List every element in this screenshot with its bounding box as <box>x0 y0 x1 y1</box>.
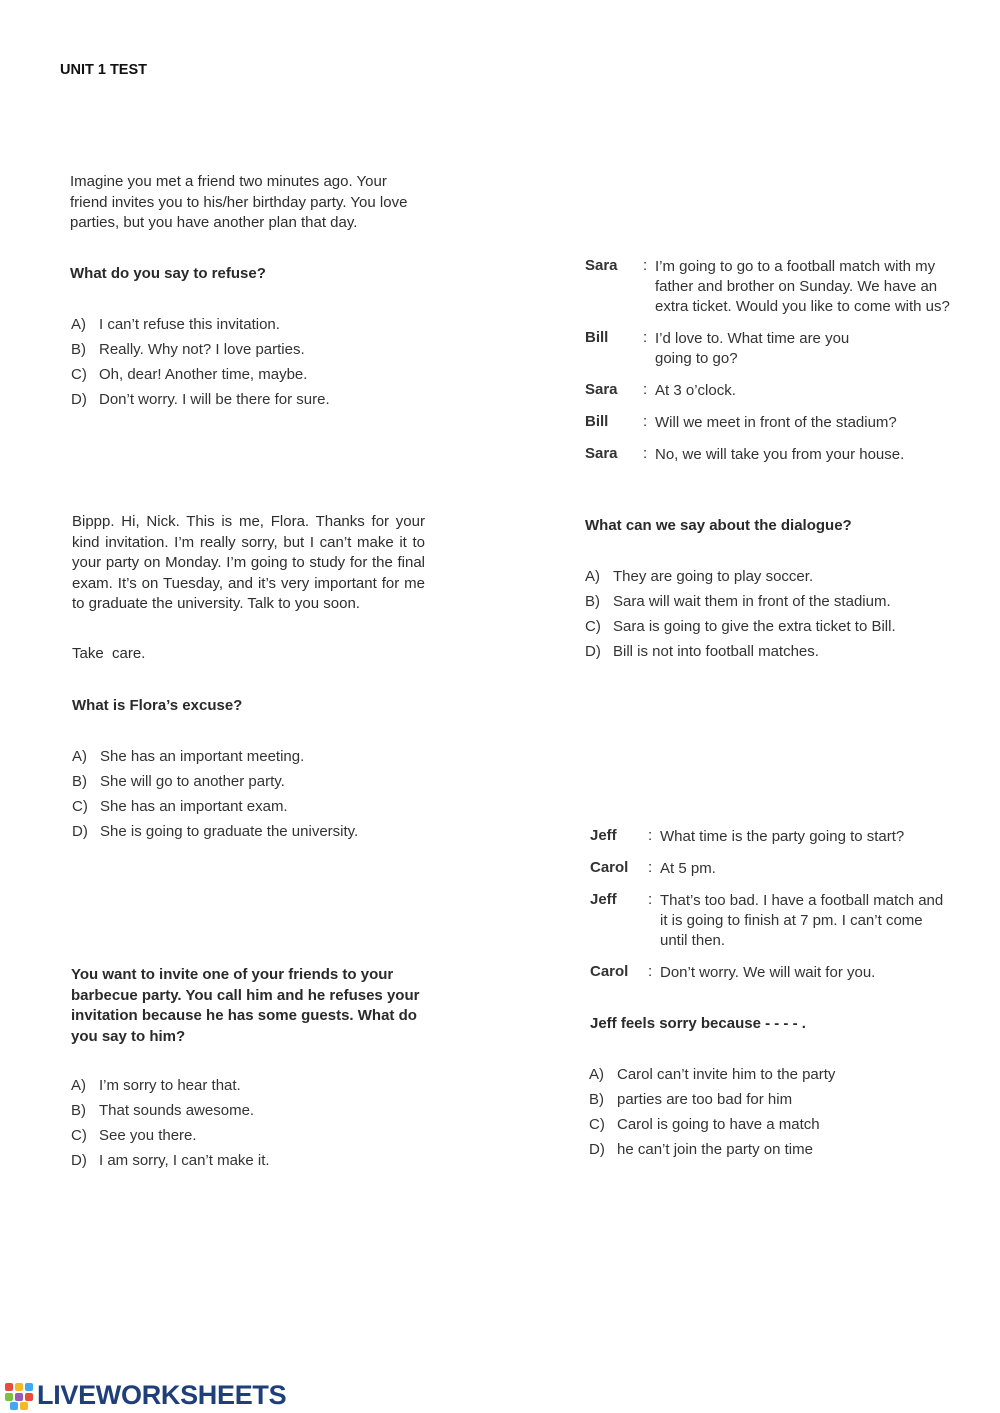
q4-options <box>585 567 896 667</box>
q3-option-d[interactable]: D) I am sorry, I can’t make it. <box>71 1152 270 1169</box>
utterance: No, we will take you from your house. <box>655 446 905 463</box>
q3-option-b[interactable]: B) That sounds awesome. <box>71 1102 255 1119</box>
dialogue-line: Bill : Will we meet in front of the stadium? <box>585 413 950 433</box>
q2-option-a[interactable]: A) She has an important meeting. <box>72 748 305 765</box>
q1-question: What do you say to refuse? <box>70 265 266 282</box>
utterance: At 5 pm. <box>660 860 716 877</box>
speaker: Sara <box>585 381 618 398</box>
q1-option-d[interactable]: D) Don’t worry. I will be there for sure. <box>71 391 330 408</box>
q3-option-a[interactable]: A) I’m sorry to hear that. <box>71 1077 241 1094</box>
speaker: Sara <box>585 257 618 274</box>
q1-option-c[interactable]: C) Oh, dear! Another time, maybe. <box>71 366 308 383</box>
speaker: Carol <box>590 859 629 876</box>
q2-option-d[interactable]: D) She is going to graduate the university. <box>72 823 359 840</box>
speaker: Bill <box>585 329 609 346</box>
q2-option-c[interactable]: C) She has an important exam. <box>72 798 288 815</box>
dialogue-line: Sara : I’m going to go to a football match with my father and brother on Sunday. We have an extra ticket. Would you like to come with us? <box>585 257 950 315</box>
q5-question: Jeff feels sorry because - - - - . <box>590 1015 806 1032</box>
utterance: I’d love to. What time are you going to go? <box>655 330 850 367</box>
q4-option-a[interactable]: A) They are going to play soccer. <box>585 568 814 585</box>
dialogue-line: Jeff : That’s too bad. I have a football match and it is going to finish at 7 pm. I can’t come until then. <box>590 891 950 951</box>
dialogue-line: Carol : At 5 pm. <box>590 859 950 879</box>
speaker: Jeff <box>590 891 617 908</box>
speaker: Bill <box>585 413 609 430</box>
q2-closing: Take care. <box>72 645 146 662</box>
q3-question: You want to invite one of your friends to your barbecue party. You call him and he refuses your invitation because he has some guests. What do you say to him? <box>71 966 420 1045</box>
q1-option-b[interactable]: B) Really. Why not? I love parties. <box>71 341 305 358</box>
page-title: UNIT 1 TEST <box>60 62 148 78</box>
q4-dialogue <box>585 257 950 465</box>
dialogue-line: Sara : At 3 o’clock. <box>585 381 950 401</box>
speaker: Carol <box>590 963 629 980</box>
dialogue-line: Jeff : What time is the party going to start? <box>590 827 950 847</box>
speaker: Sara <box>585 445 618 462</box>
utterance: That’s too bad. I have a football match and it is going to finish at 7 pm. I can’t come until then. <box>660 892 944 949</box>
dialogue-line: Sara : No, we will take you from your house. <box>585 445 950 465</box>
utterance: I’m going to go to a football match with my father and brother on Sunday. We have an extra ticket. Would you like to come with us? <box>655 258 950 315</box>
utterance: At 3 o’clock. <box>655 382 736 399</box>
utterance: What time is the party going to start? <box>660 828 905 845</box>
blocks-icon <box>5 1383 35 1409</box>
q4-option-d[interactable]: D) Bill is not into football matches. <box>585 643 819 660</box>
q4-option-b[interactable]: B) Sara will wait them in front of the stadium. <box>585 593 891 610</box>
q3-options <box>71 1076 270 1176</box>
liveworksheets-logo[interactable] <box>5 1380 286 1411</box>
q5-option-a[interactable]: A) Carol can’t invite him to the party <box>589 1066 836 1083</box>
q2-options <box>72 747 358 847</box>
q1-options <box>71 315 330 415</box>
q3-option-c[interactable]: C) See you there. <box>71 1127 197 1144</box>
q5-option-c[interactable]: C) Carol is going to have a match <box>589 1116 820 1133</box>
utterance: Don’t worry. We will wait for you. <box>660 964 876 981</box>
q5-option-d[interactable]: D) he can’t join the party on time <box>589 1141 813 1158</box>
q5-options <box>589 1065 835 1165</box>
q1-passage: Imagine you met a friend two minutes ago. Your friend invites you to his/her birthday party. You love parties, but you have another plan that day. <box>70 173 408 231</box>
q2-option-b[interactable]: B) She will go to another party. <box>72 773 285 790</box>
q5-dialogue <box>590 827 950 983</box>
q2-passage: Bippp. Hi, Nick. This is me, Flora. Thanks for your kind invitation. I’m really sorry, but I can’t make it to your party on Monday. I’m going to study for the final exam. It’s on Tuesday, and it’s very important for me to graduate the university. Talk to you soon. <box>72 513 425 612</box>
utterance: Will we meet in front of the stadium? <box>655 414 897 431</box>
q4-option-c[interactable]: C) Sara is going to give the extra ticket to Bill. <box>585 618 896 635</box>
q2-question: What is Flora’s excuse? <box>72 697 243 714</box>
q1-option-a[interactable]: A) I can’t refuse this invitation. <box>71 316 280 333</box>
dialogue-line: Bill : I’d love to. What time are you going to go? <box>585 329 950 369</box>
dialogue-line: Carol : Don’t worry. We will wait for you. <box>590 963 950 983</box>
speaker: Jeff <box>590 827 617 844</box>
q4-question: What can we say about the dialogue? <box>585 517 852 534</box>
q5-option-b[interactable]: B) parties are too bad for him <box>589 1091 793 1108</box>
logo-text: LIVEWORKSHEETS <box>37 1380 287 1410</box>
